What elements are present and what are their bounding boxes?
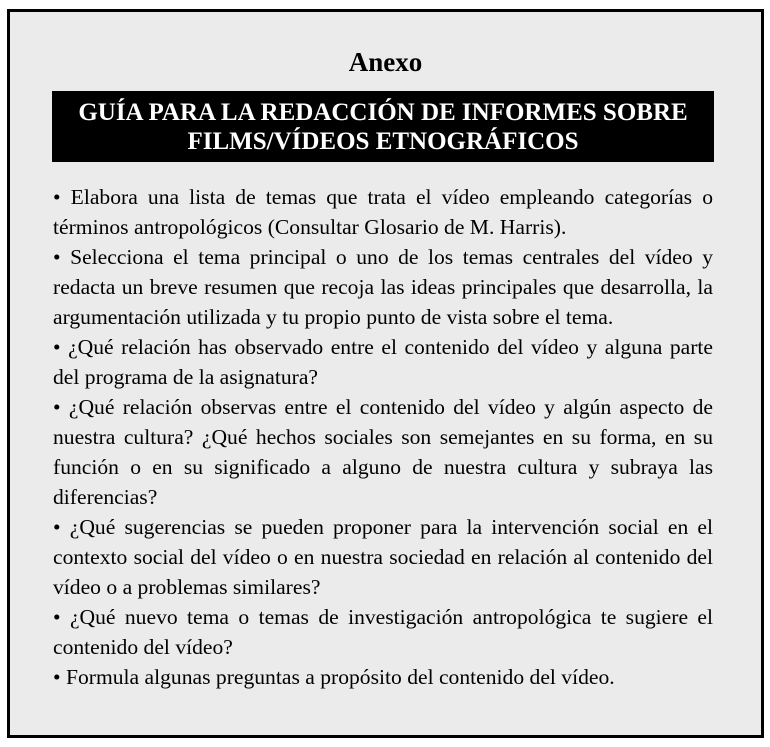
annex-heading: Anexo — [348, 47, 423, 77]
guide-bullet-5: • ¿Qué sugerencias se pueden proponer para la intervención social en el contexto social del vídeo o en nuestra sociedad en relación al contenido del vídeo o a problemas similares? — [53, 515, 713, 599]
guide-bullet-1: • Elabora una lista de temas que trata el vídeo empleando categorías o términos antropológicos (Consultar Glosario de M. Harris). — [53, 185, 713, 239]
guide-title-line-1: GUÍA PARA LA REDACCIÓN DE INFORMES SOBRE — [78, 98, 688, 126]
guide-bullet-3: • ¿Qué relación has observado entre el contenido del vídeo y alguna parte del programa de la asignatura? — [53, 335, 713, 389]
guide-title-line-2: FILMS/VÍDEOS ETNOGRÁFICOS — [187, 127, 579, 155]
guide-bullet-7: • Formula algunas preguntas a propósito del contenido del vídeo. — [53, 665, 615, 689]
guide-bullet-4: • ¿Qué relación observas entre el contenido del vídeo y algún aspecto de nuestra cultura? ¿Qué hechos sociales son semejantes en su forma, en su función o en su significado a alguno de nuestra cultura y subraya las diferencias? — [53, 395, 713, 509]
guide-bullet-2: • Selecciona el tema principal o uno de los temas centrales del vídeo y redacta un breve resumen que recoja las ideas principales que desarrolla, la argumentación utilizada y tu propio punto de vista sobre el tema. — [53, 245, 713, 329]
guide-bullet-6: • ¿Qué nuevo tema o temas de investigación antropológica te sugiere el contenido del vídeo? — [53, 605, 713, 659]
guide-title-bar — [52, 91, 714, 162]
guide-bullet-list — [53, 182, 713, 692]
annex-box — [7, 9, 764, 738]
